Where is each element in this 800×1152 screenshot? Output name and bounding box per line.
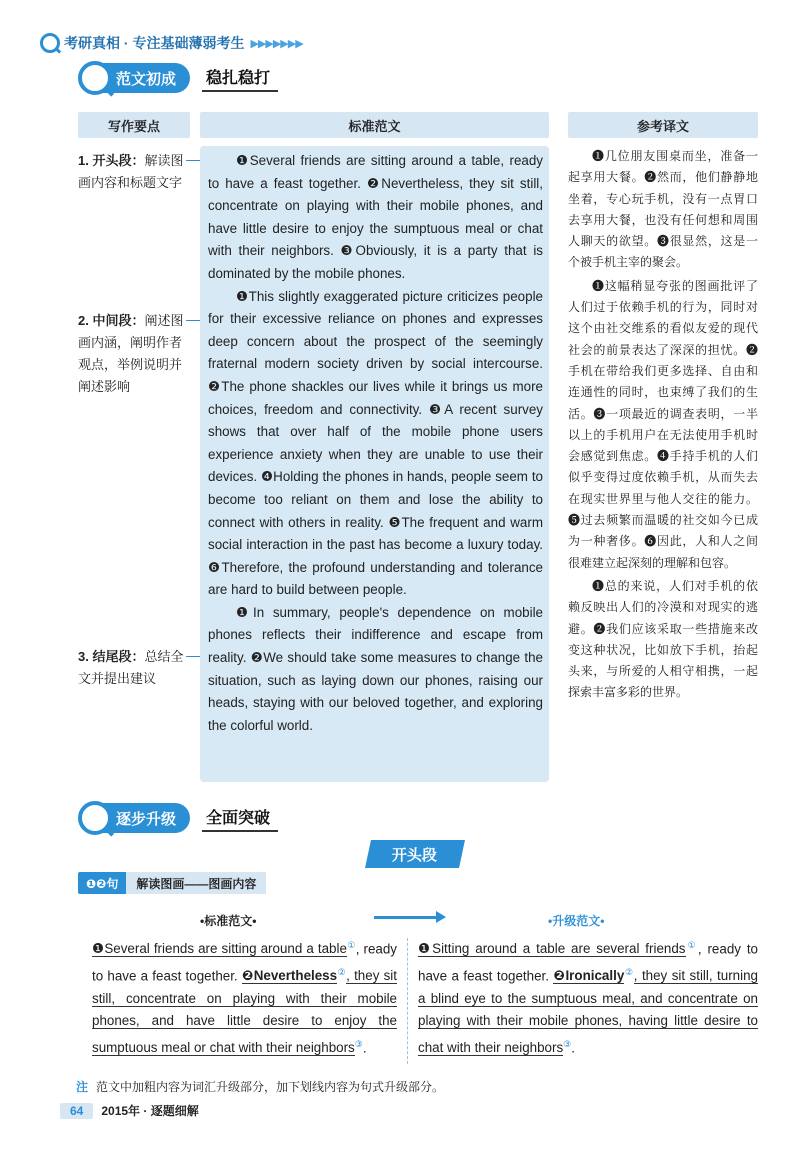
footer-text: 2015年 · 逐题细解 [101, 1104, 199, 1118]
essay-panel [200, 146, 549, 782]
section-sub-1: 稳扎稳打 [202, 65, 278, 92]
note [76, 1078, 444, 1095]
standard-essay-label: •标准范文• [200, 914, 257, 928]
essay-paragraph-2: ❶This slightly exaggerated picture criticizes people for their excessive reliance on phones and expresses deep concern about the prospect of the seemingly fraternal modern society driven by social intercourse. ❷The phone shackles our lives while it brings us more choices, freedom and connectivity. ❸A recent survey shows that over half of the mobile phone users experience anxiety when they are unable to use their devices. ❹Holding the phones in hands, people seem to become too reliant on them and lose the ability to connect with others in reality. ❺The frequent and warm social interaction in the past has become a luxury today. ❻Therefore, the profound understanding and tolerance are hard to build between people. [208, 288, 543, 598]
essay-paragraph-3: ❶In summary, people's dependence on mobile phones reflects their indifference and escape from reality. ❷We should take some measures to change the situation, such as laying down our phones, raising our heads, staying with our beloved together, and exploring the colorful world. [208, 604, 543, 733]
section-label-1: 范文初成 [86, 63, 190, 93]
header-arrows: ▶▶▶▶▶▶▶ [250, 37, 303, 50]
magnifier-icon [78, 801, 112, 835]
note-text: 范文中加粗内容为词汇升级部分，加下划线内容为句式升级部分。 [96, 1080, 445, 1094]
standard-essay-text: ❶Several friends are sitting around a table①, ready to have a feast together. ❷Nevertheless②, they sit still, concentrate on playing with their mobile phones, and have little desire to enjoy the sumptuous meal or chat with their neighbors③. [92, 940, 397, 1056]
point-opening: 1. 开头段：解读图画内容和标题文字 [78, 153, 184, 190]
top-header [40, 30, 303, 56]
column-divider [407, 938, 408, 1064]
essay-paragraph-1: ❶Several friends are sitting around a table, ready to have a feast together. ❷Nevertheless, they sit still, concentrate on playing with their mobile phones, and have little desire to enjoy the sumptuous meal or chat with their neighbors. ❸Obviously, it is a party that is dominated by the mobile phones. [208, 153, 543, 281]
translation-paragraph-2: ❶这幅稍显夸张的图画批评了人们过于依赖手机的行为，同时对这个由社交维系的看似友爱的现代社会的前景表达了深深的担忧。❷手机在带给我们更多选择、自由和连通性的同时，也束缚了我们的生活。❸一项最近的调查表明，一半以上的手机用户在无法使用手机时会感觉到焦虑。❹手持手机的人们似乎变得过度依赖手机，从而失去在现实世界里与他人交往的能力。❺过去频繁而温暖的社交如今已成为一种奢侈。❻因此，人和人之间很难建立起深刻的理解和包容。 [568, 278, 758, 570]
part-title: 开头段 [365, 840, 465, 868]
magnifier-icon [78, 61, 112, 95]
upgraded-essay-text: ❶Sitting around a table are several friends①, ready to have a feast together. ❷Ironically②, they sit still, turning a blind eye to the sumptuous meal, and concentrate on playing with their mobile phones, having little desire to chat with their neighbors③. [418, 940, 759, 1056]
magnifier-logo-icon [40, 33, 60, 53]
column-header-translation: 参考译文 [568, 112, 758, 138]
sentence-numbers: ❶❷句 [78, 872, 126, 894]
column-header-essay: 标准范文 [200, 112, 549, 138]
sentence-description: 解读图画——图画内容 [126, 872, 266, 894]
section-badge-1 [86, 62, 278, 94]
point-body: 2. 中间段：阐述图画内涵，阐明作者观点，举例说明并阐述影响 [78, 313, 184, 394]
header-title: 考研真相 · 专注基础薄弱考生 [64, 35, 245, 51]
sentence-tag [78, 872, 266, 894]
translation-paragraph-3: ❶总的来说，人们对手机的依赖反映出人们的冷漠和对现实的逃避。❷我们应该采取一些措施来改变这种状况，比如放下手机，抬起头来，与所爱的人相守相携，一起探索丰富多彩的世界。 [568, 578, 758, 700]
note-mark: 注 [76, 1080, 89, 1094]
right-arrow-icon [374, 916, 438, 919]
translation-column [568, 146, 758, 706]
page-number: 64 [60, 1103, 93, 1119]
section-label-2: 逐步升级 [86, 803, 190, 833]
footer [60, 1102, 199, 1119]
section-badge-2 [86, 802, 278, 834]
upgraded-essay-label: •升级范文• [548, 914, 605, 928]
section-sub-2: 全面突破 [202, 805, 278, 832]
translation-paragraph-1: ❶几位朋友围桌而坐，准备一起享用大餐。❷然而，他们静静地坐着，专心玩手机，没有一点胃口去享用大餐，也没有任何想和周围人聊天的欲望。❸很显然，这是一个被手机主宰的聚会。 [568, 149, 758, 270]
point-closing: 3. 结尾段：总结全文并提出建议 [78, 649, 184, 686]
column-header-points: 写作要点 [78, 112, 190, 138]
